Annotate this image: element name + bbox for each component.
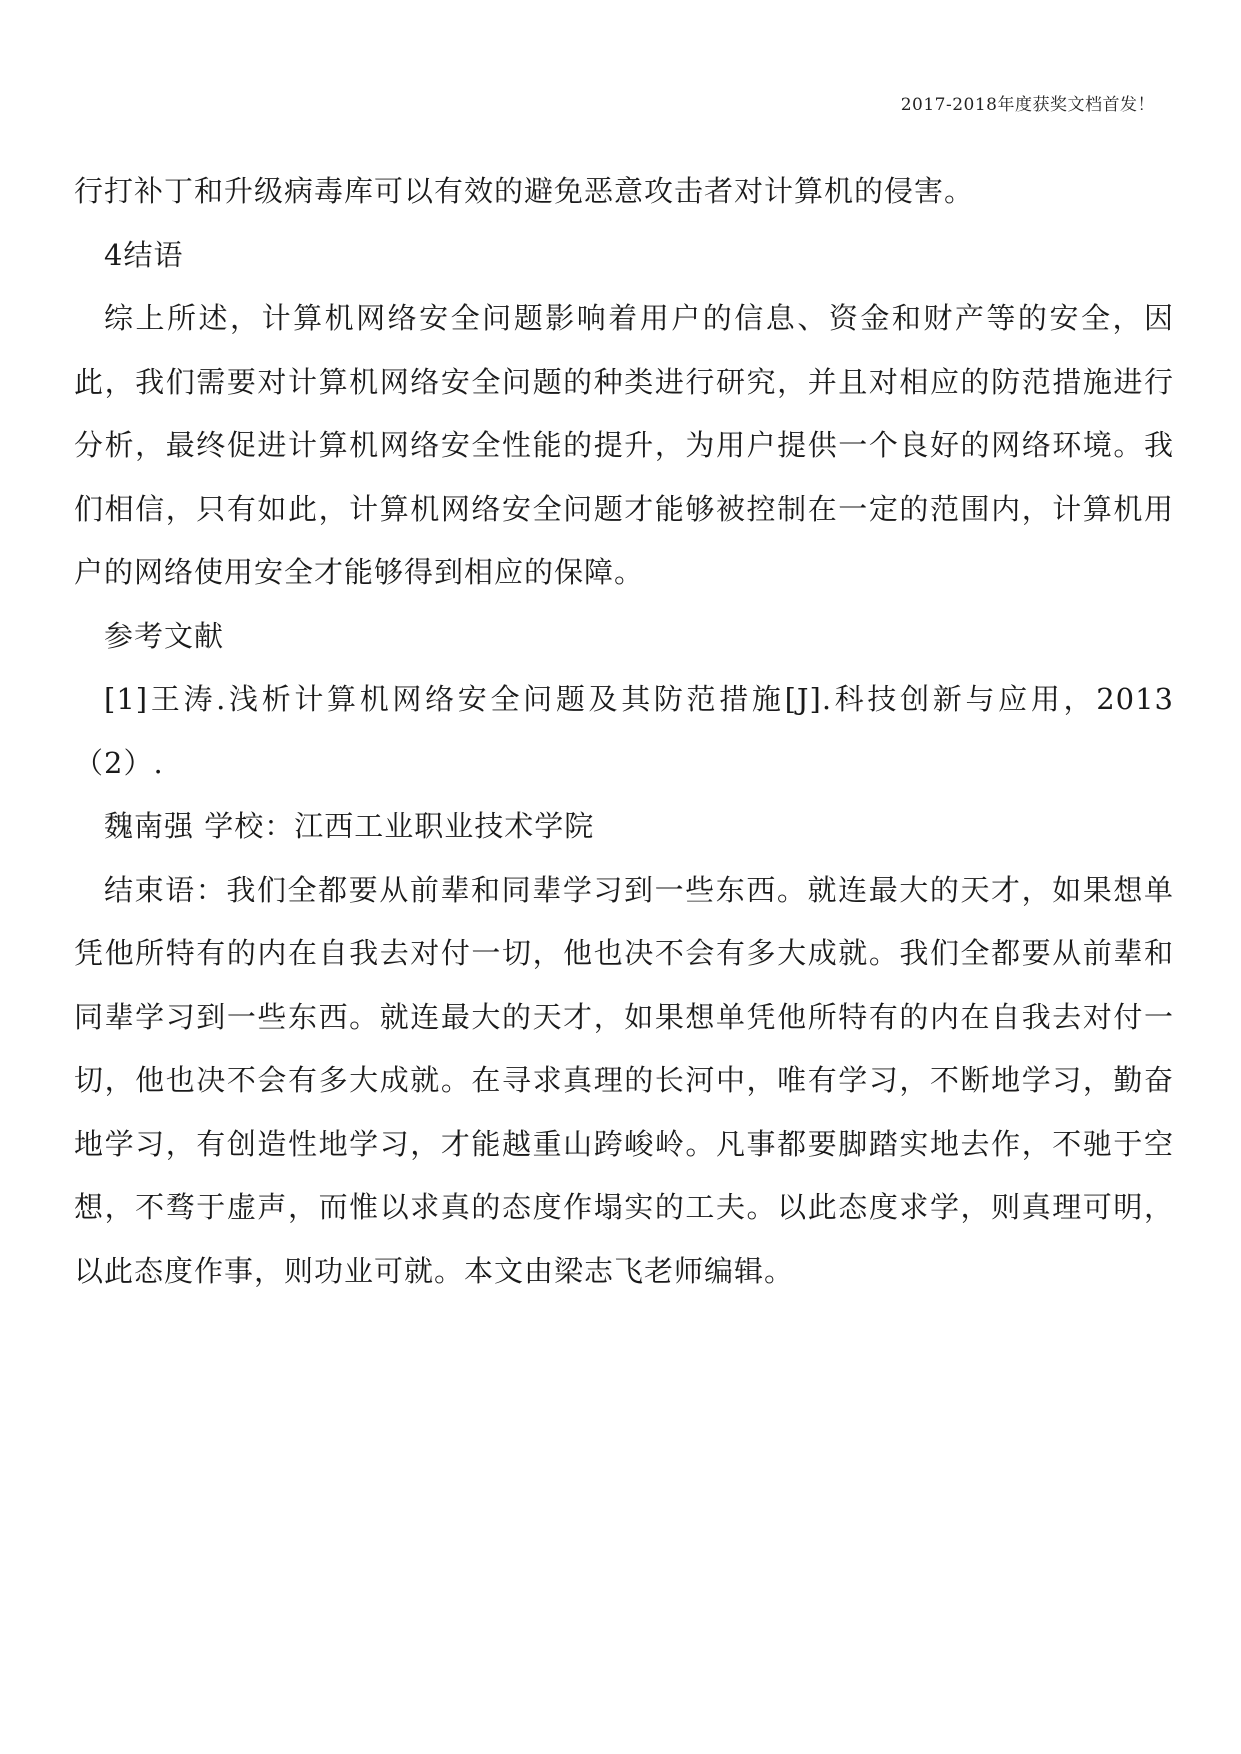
author-line: 魏南强 学校：江西工业职业技术学院 [104, 809, 595, 843]
references-heading: 参考文献 [104, 618, 225, 653]
conclusion-paragraph: 综上所述，计算机网络安全问题影响着用户的信息、资金和财产等的安全，因此，我们需要对计算机网络安全问题的种类进行研究，并且对相应的防范措施进行分析，最终促进计算机网络安全性能的提升，为用户提供一个良好的网络环境。我们相信，只有如此，计算机网络安全问题才能够被控制在一定的范围内，计算机用户的网络使用安全才能够得到相应的保障。 [74, 301, 1174, 589]
conclusion-heading: 4结语 [104, 237, 184, 272]
continuation-paragraph: 行打补丁和升级病毒库可以有效的避免恶意攻击者对计算机的侵害。 [74, 174, 975, 208]
document-body [74, 160, 1174, 1303]
reference-item: [1]王涛.浅析计算机网络安全问题及其防范措施[J].科技创新与应用，2013（2）. [74, 682, 1174, 780]
closing-paragraph: 结束语：我们全都要从前辈和同辈学习到一些东西。就连最大的天才，如果想单凭他所特有的内在自我去对付一切，他也决不会有多大成就。我们全都要从前辈和同辈学习到一些东西。就连最大的天才，如果想单凭他所特有的内在自我去对付一切，他也决不会有多大成就。在寻求真理的长河中，唯有学习，不断地学习，勤奋地学习，有创造性地学习，才能越重山跨峻岭。凡事都要脚踏实地去作，不驰于空想，不骛于虚声，而惟以求真的态度作塌实的工夫。以此态度求学，则真理可明，以此态度作事，则功业可就。本文由梁志飞老师编辑。 [74, 872, 1174, 1288]
page-header: 2017-2018年度获奖文档首发！ [900, 95, 1155, 115]
